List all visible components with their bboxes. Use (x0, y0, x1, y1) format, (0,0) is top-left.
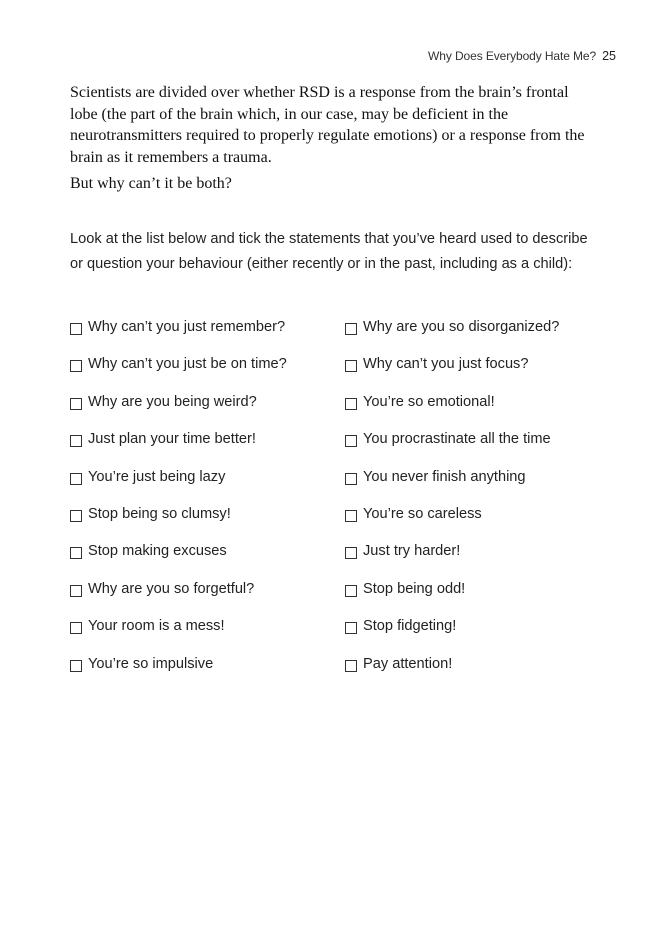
checkbox[interactable] (70, 435, 82, 447)
checklist-item-label: Why are you so forgetful? (88, 580, 255, 597)
checkbox[interactable] (345, 398, 357, 410)
checklist-item-label: Why can’t you just focus? (363, 356, 529, 373)
checklist-item (70, 353, 350, 390)
checkbox[interactable] (70, 547, 82, 559)
checklist-item (345, 353, 645, 390)
checklist-item-label: Why can’t you just be on time? (88, 356, 287, 373)
checklist-item-label: Why can’t you just remember? (88, 319, 286, 335)
checklist-item-label: You procrastinate all the time (363, 431, 551, 448)
checklist-item-label: Stop being odd! (363, 580, 466, 597)
checkbox[interactable] (70, 473, 82, 485)
checklist-item (70, 653, 350, 690)
running-title: Why Does Everybody Hate Me? (428, 49, 597, 63)
checklist-item (70, 466, 350, 503)
page-number: 25 (602, 49, 616, 63)
checklist-left-column (70, 316, 350, 690)
checklist-item (345, 503, 645, 540)
checklist-item (70, 316, 350, 353)
checklist-item-label: Just try harder! (363, 543, 461, 560)
checkbox[interactable] (345, 547, 357, 559)
checkbox[interactable] (70, 510, 82, 522)
checkbox[interactable] (70, 660, 82, 672)
checklist-item-label: You’re just being lazy (88, 468, 226, 485)
checklist-item (345, 615, 645, 652)
checklist-item-label: Stop fidgeting! (363, 618, 457, 635)
running-head (428, 49, 616, 63)
checklist-item-label: You’re so careless (363, 505, 482, 522)
checklist-item (345, 540, 645, 577)
checklist-item-label: Stop being so clumsy! (88, 505, 231, 522)
checkbox[interactable] (345, 360, 357, 372)
checkbox[interactable] (345, 585, 357, 597)
checkbox[interactable] (345, 323, 357, 335)
checklist-item (345, 653, 645, 690)
checklist-item-label: Just plan your time better! (88, 431, 256, 448)
checkbox[interactable] (345, 435, 357, 447)
checkbox[interactable] (345, 660, 357, 672)
checkbox[interactable] (345, 510, 357, 522)
checklist-item (70, 503, 350, 540)
checklist-item (345, 428, 645, 465)
checklist-item (70, 578, 350, 615)
checkbox[interactable] (345, 622, 357, 634)
checklist-item (345, 316, 645, 353)
paragraph-rsd-origins: Scientists are divided over whether RSD is a response from the brain’s frontal lobe (the part of the brain which, in our case, may be deficient in the neurotransmitters required to properly regulate emotions) or a response from the brain as it remembers a trauma. (70, 84, 585, 166)
checklist-item-label: Why are you being weird? (88, 393, 257, 410)
checklist-item-label: Stop making excuses (88, 543, 227, 560)
checkbox[interactable] (70, 323, 82, 335)
checklist-item (345, 578, 645, 615)
checklist-instruction: Look at the list below and tick the statements that you’ve heard used to describe or question your behaviour (either recently or in the past, including as a child): (70, 231, 588, 272)
checklist-item-label: Pay attention! (363, 655, 453, 672)
checklist-item-label: You never finish anything (363, 468, 526, 485)
checkbox[interactable] (70, 585, 82, 597)
checklist-item (70, 615, 350, 652)
checklist-item-label: Your room is a mess! (88, 618, 225, 635)
checkbox[interactable] (70, 360, 82, 372)
checklist-item (70, 428, 350, 465)
checklist-item-label: You’re so emotional! (363, 393, 495, 410)
checkbox[interactable] (70, 622, 82, 634)
checklist-item (70, 540, 350, 577)
checkbox[interactable] (345, 473, 357, 485)
checklist-item (70, 391, 350, 428)
checkbox[interactable] (70, 398, 82, 410)
checklist-right-column (345, 316, 645, 690)
paragraph-why-not-both: But why can’t it be both? (70, 175, 232, 192)
body-text (70, 82, 590, 195)
checklist-item (345, 466, 645, 503)
checklist-item-label: Why are you so disorganized? (363, 319, 560, 335)
checklist-item (345, 391, 645, 428)
checklist-item-label: You’re so impulsive (88, 655, 214, 672)
